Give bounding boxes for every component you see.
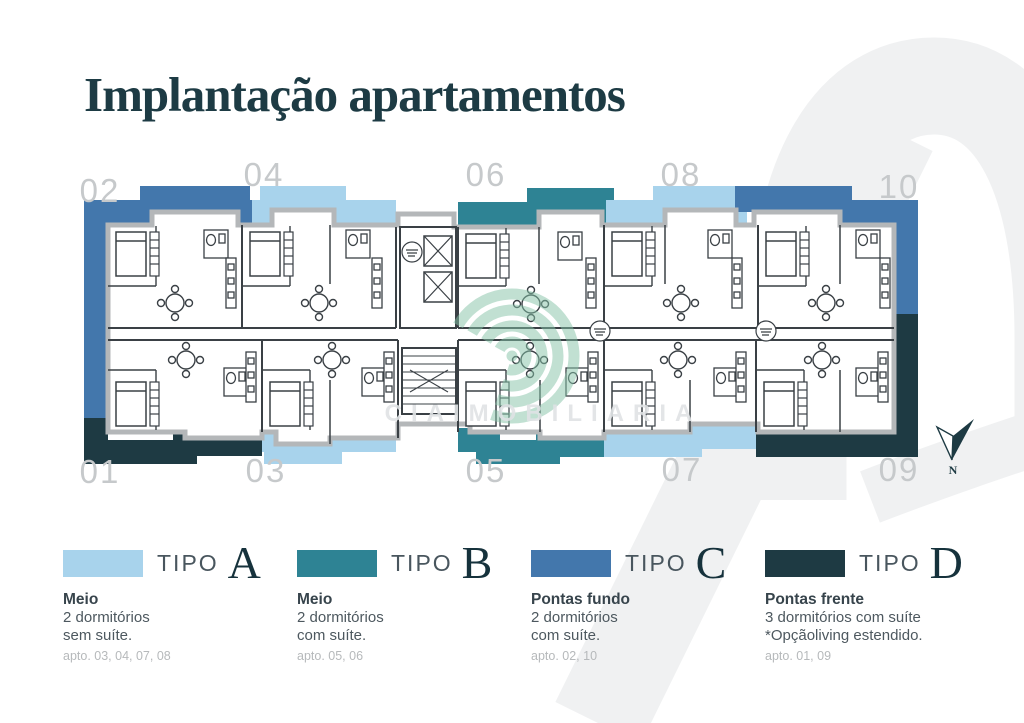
tipo-b-name: Meio <box>297 591 333 608</box>
legend-tipo-a <box>63 537 303 663</box>
hall-symbol <box>590 321 610 341</box>
tipo-word: TIPO <box>625 549 687 576</box>
page-title: Implantação apartamentos <box>84 67 625 122</box>
north-label: N <box>948 463 958 477</box>
tipo-d-desc-line: *Opçãoliving estendido. <box>765 626 923 644</box>
unit-label-06: 06 <box>465 156 507 193</box>
tipo-a-desc-line: sem suíte. <box>63 626 133 644</box>
tipo-b-swatch <box>297 550 377 577</box>
tipo-word: TIPO <box>157 549 219 576</box>
tipo-word: TIPO <box>859 549 921 576</box>
band-unit-07 <box>604 437 756 445</box>
tipo-d-desc-line: 3 dormitórios com suíte <box>765 609 921 626</box>
unit-label-05: 05 <box>465 452 507 489</box>
tipo-c-name: Pontas fundo <box>531 591 631 608</box>
tipo-a-swatch <box>63 550 143 577</box>
legend-tipo-d-header <box>765 537 1005 588</box>
tipo-word: TIPO <box>391 549 453 576</box>
tipo-c-desc-line: com suíte. <box>531 626 601 644</box>
tipo-d-apto: apto. 01, 09 <box>765 649 832 663</box>
band-unit-05 <box>458 440 604 452</box>
unit-label-08: 08 <box>660 156 702 193</box>
unit-label-10: 10 <box>878 168 920 205</box>
legend <box>0 537 1024 706</box>
watermark-text: CIAIMOBILIARIA <box>384 400 702 427</box>
tipo-letter: B <box>461 537 493 588</box>
tipo-c-desc-line: 2 dormitórios <box>531 609 618 626</box>
tipo-letter: D <box>929 537 963 588</box>
tipo-d-swatch <box>765 550 845 577</box>
tipo-a-apto: apto. 03, 04, 07, 08 <box>63 649 171 663</box>
unit-label-09: 09 <box>878 451 920 488</box>
tipo-c-apto: apto. 02, 10 <box>531 649 598 663</box>
hall-symbol <box>756 321 776 341</box>
legend-tipo-b-header <box>297 537 537 588</box>
unit-label-03: 03 <box>245 452 287 489</box>
unit-label-01: 01 <box>79 453 121 490</box>
tipo-letter: A <box>227 537 261 588</box>
tipo-d-name: Pontas frente <box>765 591 865 608</box>
legend-tipo-b <box>297 537 537 663</box>
unit-label-04: 04 <box>243 156 285 193</box>
tipo-c-swatch <box>531 550 611 577</box>
tipo-b-apto: apto. 05, 06 <box>297 649 364 663</box>
tipo-a-name: Meio <box>63 591 99 608</box>
legend-tipo-c-header <box>531 537 771 588</box>
tipo-b-desc-line: com suíte. <box>297 626 367 644</box>
tipo-a-desc-line: 2 dormitórios <box>63 609 150 626</box>
unit-label-07: 07 <box>661 451 703 488</box>
tipo-b-desc-line: 2 dormitórios <box>297 609 384 626</box>
hall-symbol <box>402 242 422 262</box>
tipo-letter: C <box>695 537 727 588</box>
unit-label-02: 02 <box>79 172 121 209</box>
legend-tipo-d <box>765 537 1005 663</box>
legend-tipo-a-header <box>63 537 303 588</box>
legend-tipo-c <box>531 537 771 663</box>
